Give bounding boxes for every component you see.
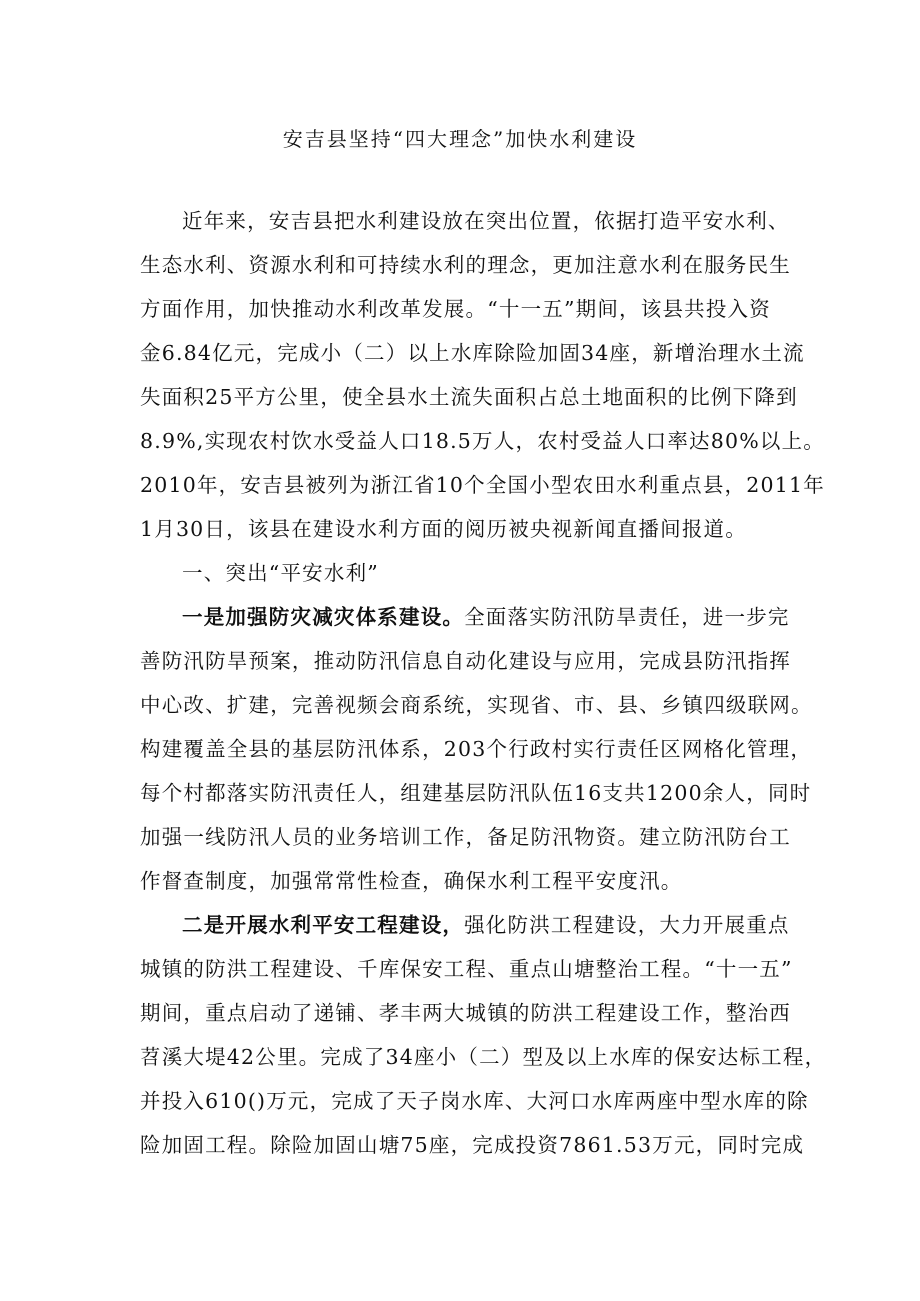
- paragraph-first-line: [140, 903, 790, 947]
- paragraph-line: 中心改、扩建，完善视频会商系统，实现省、市、县、乡镇四级联网。: [140, 693, 813, 717]
- paragraph-line: 并投入610()万元，完成了天子岗水库、大河口水库两座中型水库的除: [140, 1089, 809, 1113]
- intro-line: 金6.84亿元，完成小（二）以上水库除险加固34座，新增治理水土流: [140, 341, 805, 365]
- paragraph-line: 苕溪大堤42公里。完成了34座小（二）型及以上水库的保安达标工程，: [140, 1045, 827, 1069]
- paragraph-text: 全面落实防汛防旱责任，进一步完: [464, 605, 790, 629]
- document-body: [140, 199, 827, 1167]
- paragraph-line: 作督查制度，加强常常性检查，确保水利工程平安度汛。: [140, 869, 683, 893]
- section-heading: 一、突出“平安水利”: [182, 561, 379, 585]
- paragraph-line: 构建覆盖全县的基层防汛体系，203个行政村实行责任区网格化管理，: [140, 737, 813, 761]
- intro-line: 1月30日，该县在建设水利方面的阅历被央视新闻直播间报道。: [140, 517, 747, 541]
- paragraph-line: 险加固工程。除险加固山塘75座，完成投资7861.53万元，同时完成: [140, 1133, 805, 1157]
- paragraph-line: 城镇的防洪工程建设、千库保安工程、重点山塘整治工程。“十一五”: [140, 957, 793, 981]
- paragraph-line: 善防汛防旱预案，推动防汛信息自动化建设与应用，完成县防汛指挥: [140, 649, 791, 673]
- paragraph-line: 加强一线防汛人员的业务培训工作，备足防汛物资。建立防汛防台工: [140, 825, 791, 849]
- intro-line: 失面积25平方公里，使全县水土流失面积占总土地面积的比例下降到: [140, 385, 798, 409]
- paragraph-line: 期间，重点启动了递铺、孝丰两大城镇的防洪工程建设工作，整治西: [140, 1001, 791, 1025]
- paragraph-line: 每个村都落实防汛责任人，组建基层防汛队伍16支共1200余人，同时: [140, 781, 812, 805]
- paragraph-first-line: [140, 595, 790, 639]
- intro-line: 8.9%,实现农村饮水受益人口18.5万人，农村受益人口率达80%以上。: [140, 429, 826, 453]
- intro-line: 生态水利、资源水利和可持续水利的理念，更加注意水利在服务民生: [140, 253, 791, 277]
- document-title: 安吉县坚持“四大理念”加快水利建设: [282, 127, 638, 151]
- paragraph-lead: 一是加强防灾减灾体系建设。: [182, 605, 465, 629]
- paragraph-text: 强化防洪工程建设，大力开展重点: [464, 913, 790, 937]
- intro-line: 近年来，安吉县把水利建设放在突出位置，依据打造平安水利、: [182, 209, 790, 233]
- intro-line: 2010年，安吉县被列为浙江省10个全国小型农田水利重点县，2011年: [140, 473, 825, 497]
- intro-line: 方面作用，加快推动水利改革发展。“十一五”期间，该县共投入资: [140, 297, 771, 321]
- paragraph-lead: 二是开展水利平安工程建设，: [182, 913, 465, 937]
